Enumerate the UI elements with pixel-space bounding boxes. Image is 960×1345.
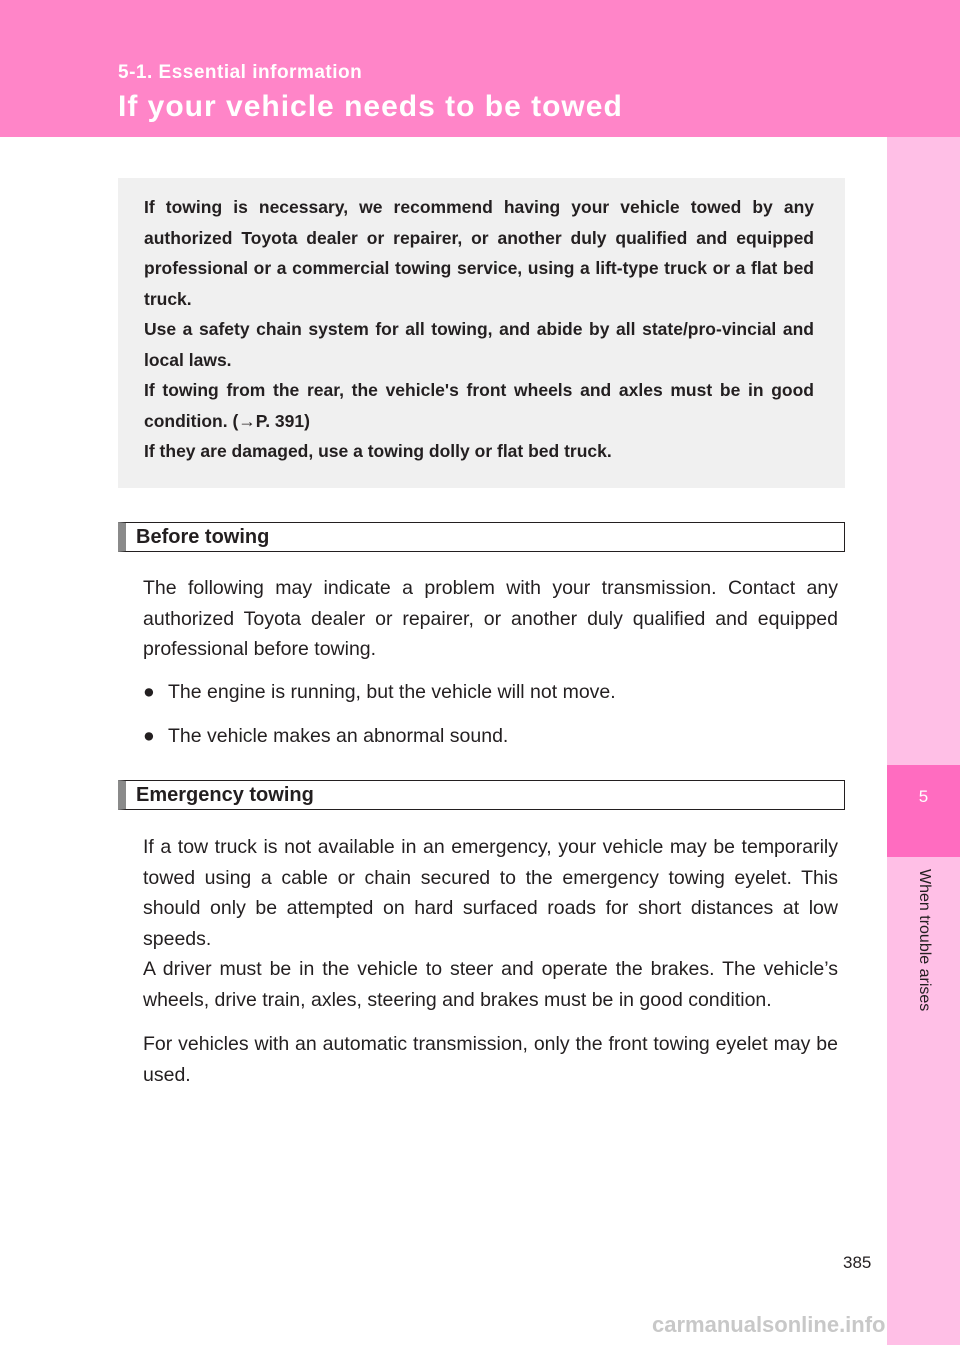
intro-paragraph: Use a safety chain system for all towing, and abide by all state/pro-vincial and local laws. <box>144 319 814 370</box>
emergency-paragraph: For vehicles with an automatic transmission, only the front towing eyelet may be used. <box>143 1033 838 1086</box>
list-item <box>143 721 508 751</box>
page-number: 385 <box>843 1253 872 1272</box>
intro-paragraph: If towing is necessary, we recommend having your vehicle towed by any authorized Toyota dealer or repairer, or another duly qualified and equipped professional or a commercial towing service, using a lift-type truck or a flat bed truck. <box>144 197 814 309</box>
bullet-icon: ● <box>143 681 155 703</box>
emergency-paragraph: If a tow truck is not available in an emergency, your vehicle may be temporarily towed using a cable or chain secured to the emergency towing eyelet. This should only be attempted on hard surfaced roads for short distances at low speeds. <box>143 836 838 950</box>
list-item-text: The engine is running, but the vehicle will not move. <box>168 681 616 703</box>
list-item-text: The vehicle makes an abnormal sound. <box>168 725 509 747</box>
emergency-towing-heading: Emergency towing <box>118 780 845 810</box>
intro-paragraph: If towing from the rear, the vehicle's front wheels and axles must be in good condition. (→P. 391) <box>144 380 814 431</box>
emergency-towing-body <box>143 832 838 1090</box>
intro-paragraph: If they are damaged, use a towing dolly or flat bed truck. <box>144 441 612 461</box>
intro-box <box>118 178 845 488</box>
chapter-number: 5 <box>918 787 929 806</box>
watermark: carmanualsonline.info <box>652 1312 886 1337</box>
emergency-paragraph: A driver must be in the vehicle to steer and operate the brakes. The vehicle’s wheels, drive train, axles, steering and brakes must be in good condition. <box>143 958 838 1011</box>
list-item <box>143 677 616 707</box>
page-header <box>0 0 960 137</box>
bullet-icon: ● <box>143 725 155 747</box>
before-towing-paragraph: The following may indicate a problem with your transmission. Contact any authorized Toyota dealer or repairer, or another duly qualified and equipped professional before towing. <box>143 577 838 660</box>
section-label: 5-1. Essential information <box>118 62 363 83</box>
page-title: If your vehicle needs to be towed <box>118 90 623 123</box>
chapter-label: When trouble arises <box>916 869 933 1012</box>
before-towing-body <box>143 573 838 665</box>
before-towing-heading: Before towing <box>118 522 845 552</box>
chapter-side-tab <box>887 137 960 1345</box>
chapter-number-box <box>887 765 960 857</box>
